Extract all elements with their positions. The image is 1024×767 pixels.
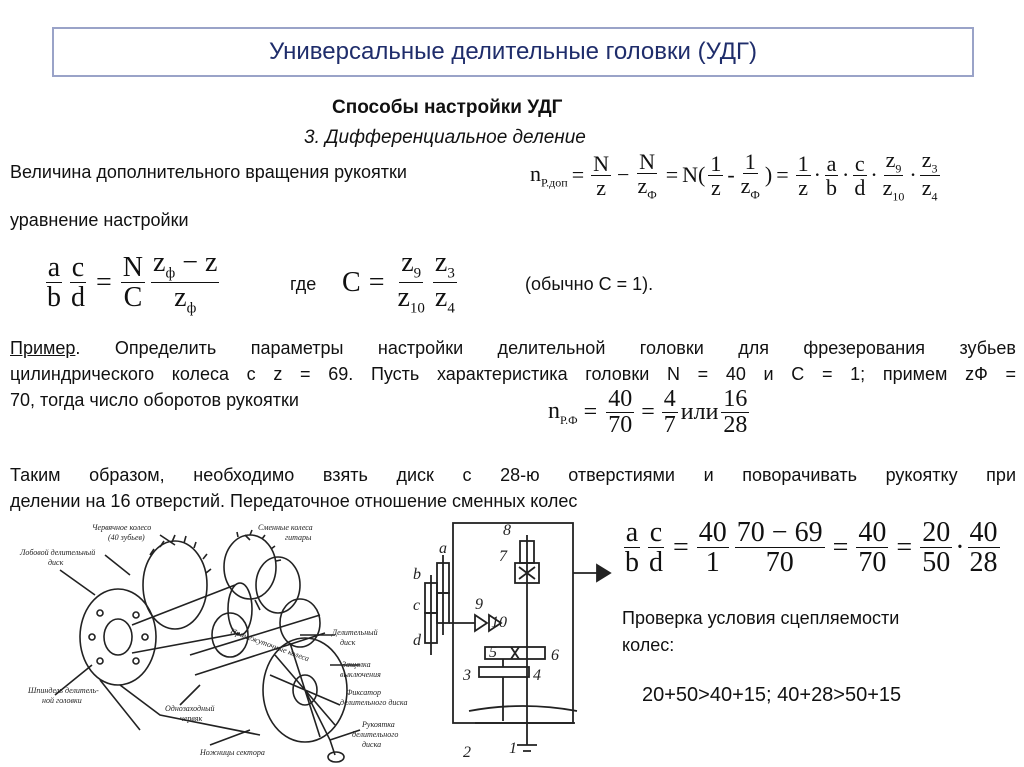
svg-text:5: 5 [489, 644, 497, 661]
svg-text:делительного: делительного [352, 730, 399, 739]
formula1-frac-8: $\frac{z_9}{z_{10}}$ [882, 147, 905, 204]
section-subheading: 3. Дифференциальное деление [304, 127, 586, 148]
svg-text:c: c [413, 597, 421, 614]
example-label: Пример [10, 338, 76, 358]
svg-text:Промежуточные колеса: Промежуточные колеса [229, 626, 311, 664]
svg-text:a: a [439, 540, 447, 557]
formula-gear-ratio: $\frac{a}{b}$ $\frac{c}{d}$ = $\frac{40}{1}$ $\frac{70 - 69}{70}$ = $\frac{40}{70}$ = $\frac{20}{50}$ · $\frac{40}{28}$ [625, 517, 998, 579]
svg-text:гитары: гитары [285, 533, 312, 542]
svg-text:7: 7 [499, 548, 507, 565]
formula1-frac-9: $\frac{z_3}{z_4}$ [921, 147, 938, 204]
svg-text:Однозаходный: Однозаходный [165, 704, 215, 713]
svg-text:Делительный: Делительный [332, 628, 378, 637]
svg-text:ной головки: ной головки [42, 696, 82, 705]
text-line-1: Величина дополнительного вращения рукоятки [10, 162, 407, 182]
svg-text:10: 10 [491, 614, 507, 631]
formula5-frac-ab: $\frac{a}{b}$ [625, 517, 639, 579]
formula1-frac-4: $\frac{1}{z_Ф}$ [740, 148, 760, 202]
formula1-lhs: $n_{Р.доп}$ [530, 160, 568, 190]
kinematic-scheme [405, 515, 615, 767]
formula1-frac-5: $\frac{1}{z}$ [797, 150, 809, 200]
formula2-frac-NC: $\frac{N}{C}$ [122, 251, 144, 314]
section-heading: Способы настройки УДГ [332, 97, 563, 118]
svg-text:Червячное колесо: Червячное колесо [92, 523, 152, 532]
svg-text:Рукоятка: Рукоятка [362, 720, 395, 729]
svg-text:Сменные колеса: Сменные колеса [258, 523, 313, 532]
svg-text:8: 8 [503, 522, 511, 539]
dividing-head-sketch [0, 515, 410, 767]
front-disk-shape [80, 589, 156, 685]
svg-text:Фиксатор: Фиксатор [346, 688, 381, 697]
formula2-frac-z: $\frac{z_ф - z}{z_ф}$ [153, 247, 218, 317]
formula3-frac-1: $\frac{z_9}{z_{10}}$ [397, 247, 425, 317]
formula-setting-equation: $\frac{a}{b}$ $\frac{c}{d}$ = $\frac{N}{C}$ $\frac{z_ф - z}{z_ф}$ [47, 247, 218, 317]
formula5-frac-4: $\frac{20}{50}$ [922, 517, 951, 579]
formula5-frac-3: $\frac{40}{70}$ [858, 517, 887, 579]
svg-text:4: 4 [533, 667, 541, 684]
formula4-frac-2: $\frac{4}{7}$ [663, 386, 676, 439]
svg-text:червяк: червяк [180, 714, 203, 723]
formula-C: C = $\frac{z_9}{z_{10}}$ $\frac{z_3}{z_4}$ [342, 247, 455, 317]
svg-text:Лобовой делительный: Лобовой делительный [20, 548, 96, 557]
svg-text:b: b [413, 566, 421, 583]
svg-text:выключения: выключения [340, 670, 381, 679]
slide-title: Универсальные делительные головки (УДГ) [268, 38, 758, 65]
svg-text:6: 6 [551, 647, 559, 664]
formula2-frac-cd: $\frac{c}{d}$ [71, 251, 85, 314]
formula3-frac-2: $\frac{z_3}{z_4}$ [434, 247, 455, 317]
formula1-frac-2: $\frac{N}{z_Ф}$ [637, 148, 657, 202]
formula4-frac-1: $\frac{40}{70}$ [608, 386, 633, 439]
svg-text:Ножницы сектора: Ножницы сектора [200, 748, 265, 757]
check-result: 20+50>40+15; 40+28>50+15 [642, 684, 902, 706]
formula-handle-turns: $n_{Р.Ф}$ = $\frac{40}{70}$ = $\frac{4}{7}$ или $\frac{16}{28}$ [548, 386, 748, 439]
formula5-frac-cd: $\frac{c}{d}$ [649, 517, 663, 579]
text-line-2: уравнение настройки [10, 210, 189, 230]
formula1-frac-7: $\frac{c}{d}$ [854, 150, 866, 200]
svg-text:делительного диска: делительного диска [340, 698, 408, 707]
svg-text:Шпиндель делитель-: Шпиндель делитель- [28, 686, 99, 695]
svg-text:d: d [413, 632, 421, 649]
usually-note: (обычно С = 1). [525, 274, 654, 294]
formula1-frac-6: $\frac{a}{b}$ [825, 150, 837, 200]
svg-text:(40 зубьев): (40 зубьев) [108, 533, 145, 542]
check-text: Проверка условия сцепляемости колес: [622, 608, 900, 655]
svg-text:1: 1 [509, 740, 517, 757]
formula2-frac-ab: $\frac{a}{b}$ [47, 251, 61, 314]
formula5-frac-1: $\frac{40}{1}$ [698, 517, 727, 579]
formula-extra-rotation: $n_{Р.доп}$ = $\frac{N}{z}$ − $\frac{N}{z_Ф}$ = N( $\frac{1}{z}$ - $\frac{1}{z_Ф}$ ) = $\frac{1}{z}$ · $\frac{a}{b}$ · $\frac{c}{d}$ · $\frac{z_9}{z_{10}}$ · $\frac{z_3}{z_4}$ [530, 147, 938, 204]
svg-text:2: 2 [463, 744, 471, 761]
svg-text:диск: диск [48, 558, 64, 567]
formula5-frac-2: $\frac{70 - 69}{70}$ [736, 517, 823, 579]
title-box [52, 27, 974, 77]
conclusion-paragraph: Таким образом, необходимо взять диск с 28-ю отверстиями и поворачивать рукоятку при делении на 16 отверстий. Передаточное отношение сменных колес [10, 465, 1016, 511]
svg-text:диска: диска [362, 740, 382, 749]
formula5-frac-5: $\frac{40}{28}$ [969, 517, 998, 579]
where-label: где [290, 274, 317, 294]
svg-text:диск: диск [340, 638, 356, 647]
formula4-frac-3: $\frac{16}{28}$ [723, 386, 748, 439]
svg-text:3: 3 [463, 667, 471, 684]
formula1-frac-3: $\frac{1}{z}$ [710, 150, 722, 200]
formula1-frac-1: $\frac{N}{z}$ [593, 150, 610, 200]
svg-text:Защелка: Защелка [342, 660, 371, 669]
example-paragraph: Пример. Определить параметры настройки делительной головки для фрезерования зубьев цилиндрического колеса с z = 69. Пусть характеристика головки N = 40 и С = 1; примем zФ = 70, тогда число оборотов рукоятки [10, 338, 1016, 410]
svg-text:9: 9 [475, 596, 483, 613]
